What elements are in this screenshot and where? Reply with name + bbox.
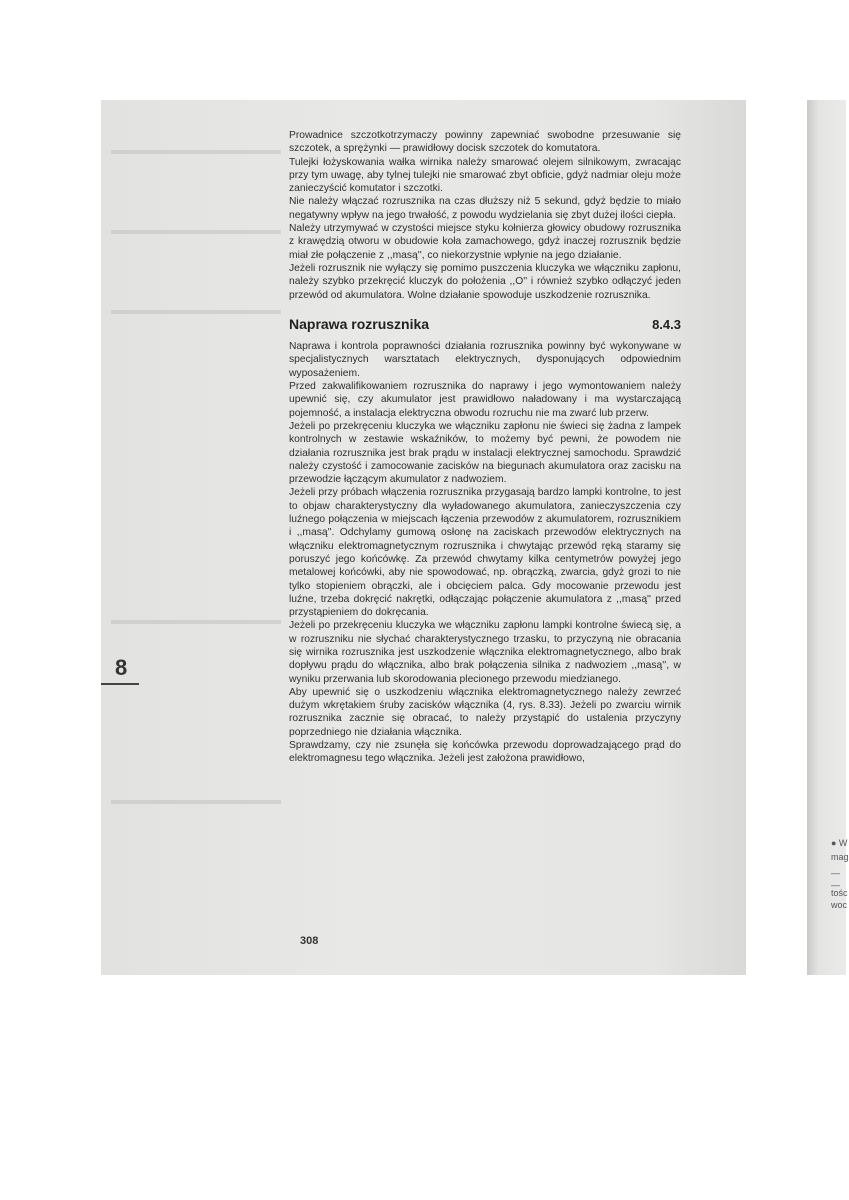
paragraph: Przed zakwalifikowaniem rozrusznika do naprawy i jego wymontowaniem należy upewnić się, czy akumulator jest prawidłowo naładowany i ma wystarczającą pojemność, a instalacja elektryczna obwodu rozruchu nie ma zwarć lub przerw. bbox=[289, 381, 681, 419]
margin-fragment: — bbox=[831, 868, 840, 878]
margin-fragment: — bbox=[831, 880, 840, 890]
paragraph: Naprawa i kontrola poprawności działania rozrusznika powinny być wykonywane w specjalistycznych warsztatach elektrycznych, dysponujących odpowiednim wyposażeniem. bbox=[289, 341, 681, 379]
paragraph: Jeżeli przy próbach włączenia rozrusznika przygasają bardzo lampki kontrolne, to jest to objaw charakterystyczny dla wyładowanego akumulatora, zanieczyszczenia czy luźnego połączenia w miejscach łączenia przewodów z akumulatorem, rozrusznikiem i ,,masą''. Odchylamy gumową osłonę na zaciskach przewodów elektrycznych na włączniku elektromagnetycznym rozrusznika i chwytając przewód ręką staramy się poruszyć jego końcówkę. Za przewód chwytamy kilka centymetrów powyżej jego metalowej końcówki, aby nie spowodować, np. obrączką, zwarcia, gdyż grozi to nie tylko stopieniem obrączki, ale i obcięciem palca. Gdy mocowanie przewodu jest luźne, trzeba dokręcić nakrętki, odłączając połączenie akumulatora z ,,masą'' przed przystąpieniem do dokręcania. bbox=[289, 487, 681, 619]
paragraph: Aby upewnić się o uszkodzeniu włącznika elektromagnetycznego należy zewrzeć dużym wkrętakiem śruby zacisków włącznika (4, rys. 8.33). Jeżeli po zwarciu wirnik rozrusznika zacznie się obracać, to należy przystąpić do ustalenia przyczyny poprzedniego nie działania włącznika. bbox=[289, 686, 681, 738]
margin-fragment: tośc bbox=[831, 888, 848, 898]
section-title: Naprawa rozrusznika bbox=[289, 315, 430, 332]
paragraph: Jeżeli rozrusznik nie wyłączy się pomimo puszczenia kluczyka we włączniku zapłonu, należy szybko przekręcić kluczyk do położenia ,,O'' i również szybko odłączyć jeden przewód od akumulatora. Wolne działanie spowoduje uszkodzenie rozrusznika. bbox=[289, 262, 681, 301]
paragraph: Nie należy włączać rozrusznika na czas dłuższy niż 5 sekund, gdyż będzie to miało negatywny wpływ na jego trwałość, z powodu wydzielania się zbyt dużej ilości ciepła. bbox=[289, 196, 681, 221]
bleed-through-shadow bbox=[111, 620, 281, 624]
margin-fragment: woc bbox=[831, 900, 848, 910]
paragraph: Jeżeli po przekręceniu kluczyka we włączniku zapłonu nie świeci się żadna z lampek kontrolnych w zestawie wskaźników, to możemy być pewni, że powodem nie działania rozrusznika jest brak prądu w instalacji elektrycznej samochodu. Sprawdzić należy czystość i zamocowanie zacisków na biegunach akumulatora oraz zacisku na przewodzie łączącym akumulator z nadwoziem. bbox=[289, 420, 681, 486]
chapter-rule bbox=[101, 683, 139, 685]
bleed-through-shadow bbox=[111, 150, 281, 154]
section-number: 8.4.3 bbox=[652, 316, 681, 332]
scanned-page bbox=[101, 100, 849, 975]
bleed-through-shadow bbox=[111, 230, 281, 234]
paragraph: Tulejki łożyskowania wałka wirnika należy smarować olejem silnikowym, zwracając przy tym uwagę, aby tylnej tulejki nie smarować zbyt obficie, gdyż nadmiar oleju może zanieczyścić komutator i szczotki. bbox=[289, 156, 681, 195]
margin-fragment: mag bbox=[831, 852, 849, 862]
page-number: 308 bbox=[300, 935, 319, 947]
bleed-through-shadow bbox=[111, 310, 281, 314]
bleed-through-shadow bbox=[111, 800, 281, 804]
paragraph: Jeżeli po przekręceniu kluczyka we włączniku zapłonu lampki kontrolne świecą się, a w rozruszniku nie słychać charakterystycznego trzasku, to przyczyną nie obracania się wirnika rozrusznika jest uszkodzenie włącznika elektromagnetycznego, albo brak dopływu prądu do włącznika, albo brak połączenia silnika z nadwoziem ,,masą'', w wyniku przerwania lub skorodowania plecionego przewodu miedzianego. bbox=[289, 620, 681, 685]
chapter-number: 8 bbox=[115, 655, 128, 680]
section-heading bbox=[289, 315, 681, 332]
paragraph: Należy utrzymywać w czystości miejsce styku kołnierza głowicy obudowy rozrusznika z krawędzią otworu w obudowie koła zamachowego, gdyż inaczej rozrusznik będzie miał złe połączenie z ,,masą'', co niekorzystnie wpłynie na jego działanie. bbox=[289, 223, 681, 261]
page-text bbox=[289, 129, 681, 766]
paragraph: Prowadnice szczotkotrzymaczy powinny zapewniać swobodne przesuwanie się szczotek, a sprężynki — prawidłowy docisk szczotek do komutatora. bbox=[289, 130, 681, 155]
paragraph: Sprawdzamy, czy nie zsunęła się końcówka przewodu doprowadzającego prąd do elektromagnesu tego włącznika. Jeżeli jest założona prawidłowo, bbox=[289, 740, 681, 765]
facing-page-edge bbox=[807, 100, 849, 975]
margin-fragment: ● W bbox=[831, 838, 848, 848]
